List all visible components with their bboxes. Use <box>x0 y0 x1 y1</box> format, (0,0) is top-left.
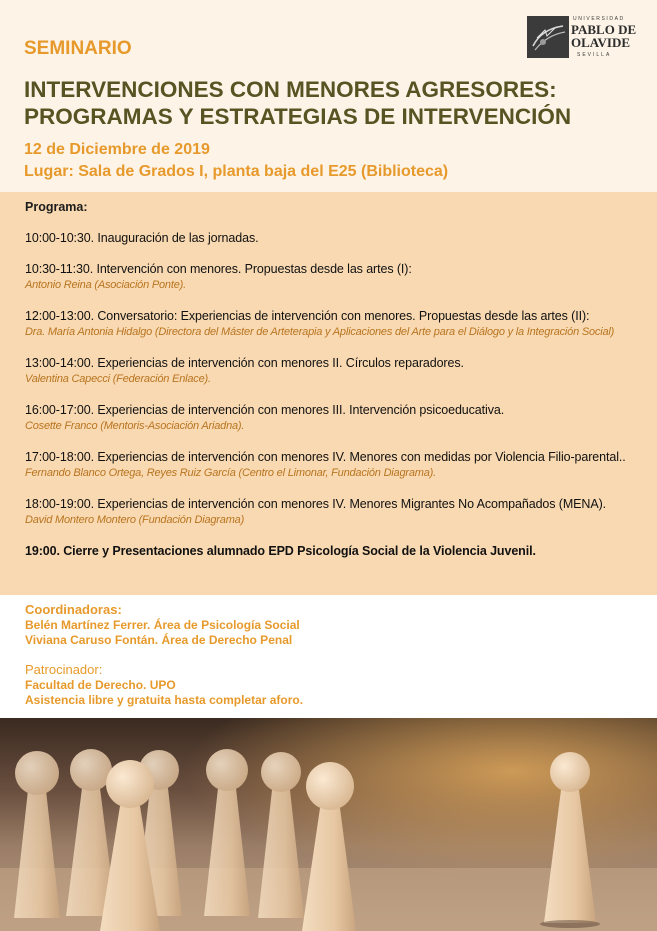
coordinator-name: Belén Martínez Ferrer. Área de Psicología Social <box>25 618 300 632</box>
program-item-title: 18:00-19:00. Experiencias de intervención con menores IV. Menores Migrantes No Acompañados (MENA). <box>25 497 607 511</box>
title-line-1: INTERVENCIONES CON MENORES AGRESORES: <box>24 77 557 102</box>
title-line-2: PROGRAMAS Y ESTRATEGIAS DE INTERVENCIÓN <box>24 104 572 129</box>
event-location: Lugar: Sala de Grados I, planta baja del E25 (Biblioteca) <box>24 163 449 180</box>
logo-city: SEVILLA <box>577 52 612 58</box>
coordinator-name: Viviana Caruso Fontán. Área de Derecho Penal <box>25 633 293 647</box>
program-item <box>25 449 650 481</box>
sponsor-label: Patrocinador: <box>25 662 103 677</box>
logo-name-line1: PABLO DE <box>571 22 637 37</box>
event-date: 12 de Diciembre de 2019 <box>24 141 210 158</box>
program-item-title: 10:30-11:30. Intervención con menores. Propuestas desde las artes (I): <box>25 262 412 276</box>
program-item-speaker: Antonio Reina (Asociación Ponte). <box>25 279 186 291</box>
page-title <box>24 76 649 130</box>
program-item-speaker: Fernando Blanco Ortega, Reyes Ruiz García (Centro el Limonar, Fundación Diagrama). <box>25 467 436 479</box>
program-item-title: 19:00. Cierre y Presentaciones alumnado EPD Psicología Social de la Violencia Juvenil. <box>25 544 536 558</box>
credits-section <box>25 602 645 708</box>
program-item <box>25 496 650 528</box>
program-heading: Programa: <box>25 200 88 214</box>
program-item <box>25 543 650 559</box>
university-logo <box>527 14 639 64</box>
program-item <box>25 402 650 434</box>
program-list <box>25 200 650 574</box>
cover-photo <box>0 718 657 931</box>
program-item-speaker: Valentina Capecci (Federación Enlace). <box>25 373 211 385</box>
program-item-title: 16:00-17:00. Experiencias de intervención con menores III. Intervención psicoeducativa. <box>25 403 505 417</box>
sponsor-line: Asistencia libre y gratuita hasta completar aforo. <box>25 693 304 707</box>
wooden-figures-photo <box>0 718 657 931</box>
logo-university-name <box>571 23 641 49</box>
program-item-title: 17:00-18:00. Experiencias de intervención con menores IV. Menores con medidas por Violencia Filio-parental.. <box>25 450 626 464</box>
program-item-speaker: David Montero Montero (Fundación Diagrama) <box>25 514 245 526</box>
logo-name-line2: OLAVIDE <box>571 35 631 50</box>
program-item <box>25 308 650 340</box>
program-item-title: 13:00-14:00. Experiencias de intervención con menores II. Círculos reparadores. <box>25 356 464 370</box>
program-item <box>25 261 650 293</box>
event-type-label: SEMINARIO <box>24 38 132 59</box>
logo-university-label: UNIVERSIDAD <box>573 16 625 22</box>
coordinators-label: Coordinadoras: <box>25 602 122 617</box>
program-item-speaker: Dra. María Antonia Hidalgo (Directora del Máster de Arteterapia y Aplicaciones del Arte para el Diálogo y la Integración Social) <box>25 326 615 338</box>
sponsor-line: Facultad de Derecho. UPO <box>25 678 176 692</box>
program-item <box>25 230 650 246</box>
program-item-title: 10:00-10:30. Inauguración de las jornadas. <box>25 231 259 245</box>
program-item-title: 12:00-13:00. Conversatorio: Experiencias de intervención con menores. Propuestas desde las artes (II): <box>25 309 590 323</box>
university-seal-icon <box>527 16 569 58</box>
program-item-speaker: Cosette Franco (Mentoris-Asociación Ariadna). <box>25 420 245 432</box>
program-item <box>25 355 650 387</box>
